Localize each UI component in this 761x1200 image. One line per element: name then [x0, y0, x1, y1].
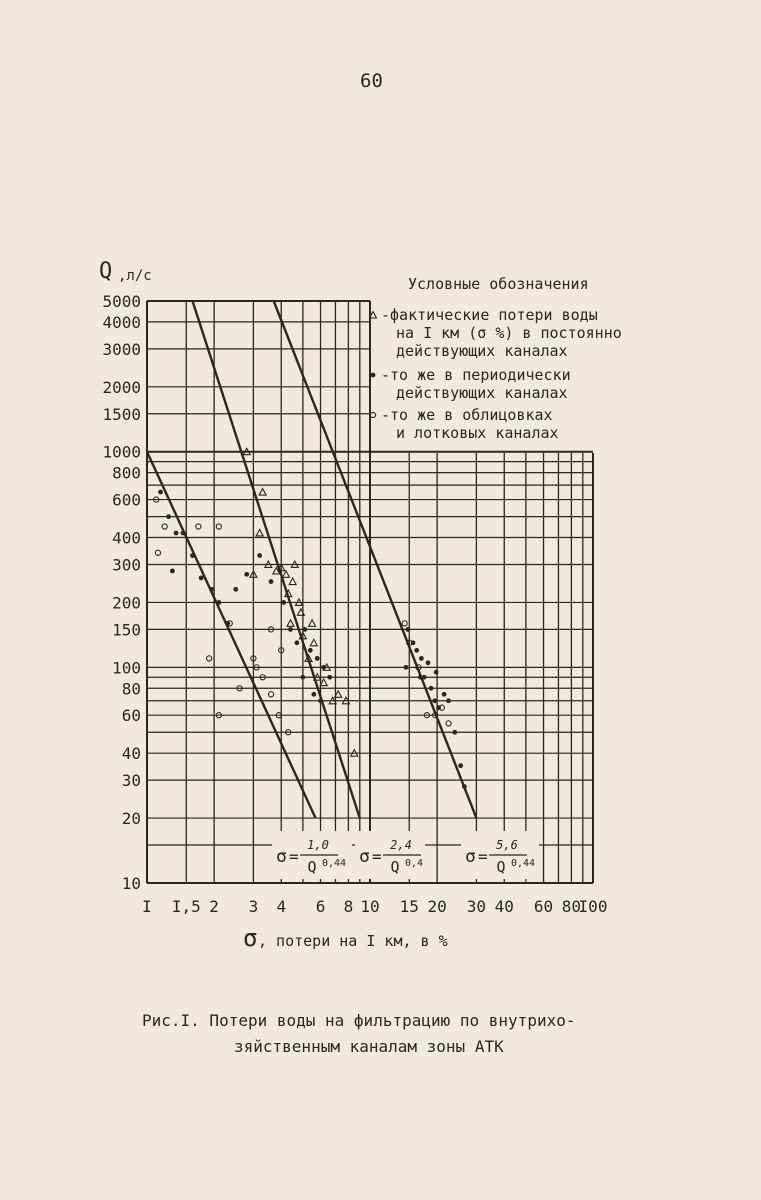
- formula-equals-2: =: [372, 847, 382, 866]
- formula-numerator-3: 5,6: [496, 838, 518, 852]
- y-tick-label: 2000: [102, 377, 141, 397]
- y-tick-label: 10: [121, 874, 141, 893]
- data-point-circle: [402, 621, 407, 626]
- y-tick-label: 1000: [102, 442, 141, 462]
- data-point-dot: [446, 698, 451, 703]
- legend-entry-2-line-2: действующих каналах: [396, 384, 568, 402]
- y-tick-label: 800: [112, 463, 141, 483]
- data-point-dot: [269, 579, 274, 584]
- x-tick-label: I,5: [171, 897, 201, 916]
- data-point-triangle: [289, 578, 296, 585]
- formula-sigma-3: σ: [465, 846, 476, 867]
- data-point-circle: [162, 524, 167, 529]
- data-point-dot: [429, 686, 434, 691]
- legend-entry-2-line-1: -то же в периодически: [381, 366, 571, 384]
- data-point-dot: [327, 675, 332, 680]
- x-tick-label: 15: [399, 897, 419, 916]
- y-tick-label: 1500: [102, 404, 141, 424]
- data-point-dot: [244, 572, 249, 577]
- formula-denominator-3: Q: [496, 858, 506, 876]
- data-point-dot: [414, 648, 419, 653]
- data-point-dot: [458, 763, 463, 768]
- data-point-dot: [419, 656, 424, 661]
- data-point-dot: [257, 553, 262, 558]
- data-point-circle: [446, 721, 451, 726]
- data-point-triangle: [287, 620, 294, 627]
- data-point-circle: [216, 524, 221, 529]
- y-tick-label: 150: [112, 620, 141, 640]
- data-point-circle: [268, 692, 273, 697]
- formula-denominator-1: Q: [307, 858, 317, 876]
- formula-numerator-2: 2,4: [390, 838, 412, 852]
- x-tick-label: I: [142, 897, 152, 916]
- data-point-dot: [216, 600, 221, 605]
- y-tick-label: 20: [121, 809, 141, 829]
- data-point-dot: [170, 569, 175, 574]
- data-point-dot: [209, 587, 214, 592]
- x-axis-title-symbol: σ: [243, 924, 258, 952]
- data-point-triangle: [256, 529, 263, 536]
- x-tick-label: 40: [494, 897, 514, 916]
- x-tick-label: 80: [561, 897, 582, 916]
- data-point-dot: [462, 784, 467, 789]
- data-point-dot: [190, 553, 195, 558]
- y-tick-label: 40: [121, 744, 141, 764]
- x-tick-label: I00: [578, 897, 608, 916]
- data-point-dot: [318, 698, 323, 703]
- y-tick-label: 100: [112, 658, 141, 678]
- data-point-dot: [452, 730, 457, 735]
- legend-entry-1-line-2: на I км (σ %) в постоянно: [396, 324, 622, 342]
- y-tick-label: 5000: [102, 292, 141, 311]
- y-tick-label: 600: [112, 490, 141, 510]
- page-number: 60: [360, 70, 383, 92]
- data-point-dot: [404, 665, 409, 670]
- legend-entry-3-line-2: и лотковых каналах: [396, 424, 559, 442]
- data-point-dot: [432, 698, 437, 703]
- y-axis-unit: ,л/с: [118, 268, 152, 284]
- x-tick-label: 3: [248, 897, 259, 916]
- formula-denominator-2: Q: [390, 858, 400, 876]
- y-tick-label: 30: [121, 771, 141, 791]
- data-point-dot: [233, 587, 238, 592]
- figure-caption-line-2: зяйственным каналам зоны АТК: [234, 1037, 504, 1056]
- y-tick-label: 300: [112, 555, 141, 575]
- x-axis-unit: , потери на I км, в %: [258, 932, 448, 950]
- data-point-dot: [300, 675, 305, 680]
- data-point-dot: [288, 627, 293, 632]
- legend-marker-dot: [371, 373, 376, 378]
- data-point-dot: [406, 627, 411, 632]
- data-point-dot: [321, 665, 326, 670]
- figure-caption: [142, 1008, 622, 1060]
- data-point-dot: [311, 692, 316, 697]
- legend-marker-circle: [370, 412, 375, 417]
- x-tick-label: 8: [343, 897, 354, 916]
- formula-exponent-1: 0,44: [322, 858, 347, 869]
- legend-title: Условные обозначения: [408, 275, 589, 293]
- formula-exponent-2: 0,4: [405, 858, 424, 869]
- formula-sigma-2: σ: [359, 846, 370, 867]
- x-tick-label: 60: [533, 897, 554, 916]
- data-point-dot: [308, 648, 313, 653]
- y-tick-label: 60: [121, 706, 141, 726]
- data-point-triangle: [282, 571, 289, 578]
- data-point-dot: [174, 531, 179, 536]
- formula-numerator-1: 1,0: [307, 838, 329, 852]
- formula-sigma-1: σ: [276, 846, 287, 867]
- y-tick-label: 200: [112, 593, 141, 613]
- legend-entry-1-line-3: действующих каналах: [396, 342, 568, 360]
- data-point-dot: [442, 692, 447, 697]
- x-tick-label: 2: [209, 897, 219, 916]
- data-point-dot: [199, 575, 204, 580]
- regression-line-2: [193, 301, 360, 818]
- data-point-dot: [281, 600, 286, 605]
- figure-caption-line-1: Рис.I. Потери воды на фильтрацию по внутрихо-: [142, 1011, 576, 1030]
- formula-exponent-3: 0,44: [511, 858, 536, 869]
- data-point-dot: [181, 531, 186, 536]
- x-tick-label: 6: [315, 897, 326, 916]
- data-point-dot: [302, 627, 307, 632]
- data-point-circle: [196, 524, 201, 529]
- legend-entry-3-line-1: -то же в облицовках: [381, 406, 553, 424]
- y-tick-label: 80: [121, 679, 141, 699]
- data-point-dot: [294, 640, 299, 645]
- data-point-circle: [155, 550, 160, 555]
- y-axis-title-symbol: Q: [99, 259, 113, 284]
- data-point-dot: [166, 514, 171, 519]
- y-tick-label: 3000: [102, 339, 141, 359]
- legend-entry-1-line-1: -фактические потери воды: [381, 306, 598, 324]
- y-tick-label: 400: [112, 528, 141, 548]
- x-tick-label: 4: [276, 897, 287, 916]
- formula-equals-3: =: [478, 847, 488, 866]
- data-point-triangle: [259, 489, 266, 496]
- formula-equals-1: =: [289, 847, 299, 866]
- data-point-dot: [315, 656, 320, 661]
- data-point-triangle: [309, 620, 316, 627]
- data-point-dot: [158, 490, 163, 495]
- regression-line-1: [147, 452, 316, 818]
- x-tick-label: 30: [466, 897, 487, 916]
- data-point-dot: [426, 660, 431, 665]
- x-tick-label: 10: [360, 897, 380, 916]
- data-point-dot: [418, 675, 423, 680]
- data-point-circle: [207, 656, 212, 661]
- y-tick-label: 4000: [102, 312, 141, 332]
- data-point-dot: [434, 670, 439, 675]
- data-point-triangle: [310, 639, 317, 646]
- x-tick-label: 20: [427, 897, 447, 916]
